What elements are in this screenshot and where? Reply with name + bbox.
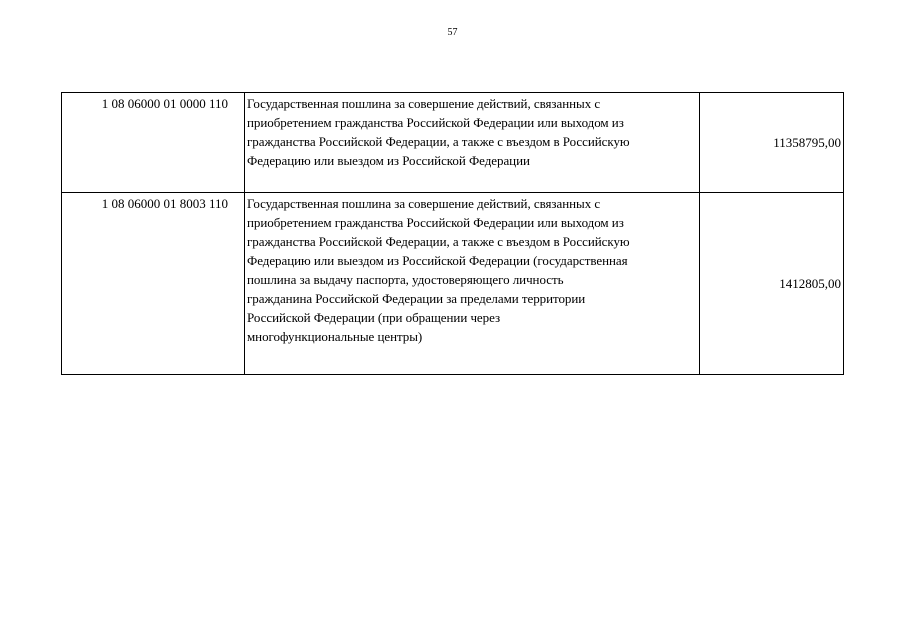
revenue-table [61, 92, 844, 375]
description-line: пошлина за выдачу паспорта, удостоверяющего личность [247, 272, 564, 287]
description-cell [245, 193, 700, 375]
description-line: гражданства Российской Федерации, а также с въездом в Российскую [247, 234, 630, 249]
description-line: Федерацию или выездом из Российской Федерации [247, 153, 530, 168]
description-line: Российской Федерации (при обращении через [247, 310, 501, 325]
description-line: приобретением гражданства Российской Федерации или выходом из [247, 215, 624, 230]
description-line: приобретением гражданства Российской Федерации или выходом из [247, 115, 624, 130]
description-cell [245, 93, 700, 193]
table-row [62, 93, 844, 193]
page-number: 57 [447, 27, 458, 38]
budget-code-cell: 1 08 06000 01 8003 110 [62, 193, 245, 375]
amount-cell: 11358795,00 [700, 93, 844, 193]
table-row [62, 193, 844, 375]
description-line: гражданства Российской Федерации, а также с въездом в Российскую [247, 134, 630, 149]
description-line: Государственная пошлина за совершение действий, связанных с [247, 196, 601, 211]
description-line: Государственная пошлина за совершение действий, связанных с [247, 96, 601, 111]
description-line: гражданина Российской Федерации за пределами территории [247, 291, 586, 306]
description-line: Федерацию или выездом из Российской Федерации (государственная [247, 253, 628, 268]
budget-code-cell: 1 08 06000 01 0000 110 [62, 93, 245, 193]
amount-cell: 1412805,00 [700, 193, 844, 375]
description-line: многофункциональные центры) [247, 329, 423, 344]
